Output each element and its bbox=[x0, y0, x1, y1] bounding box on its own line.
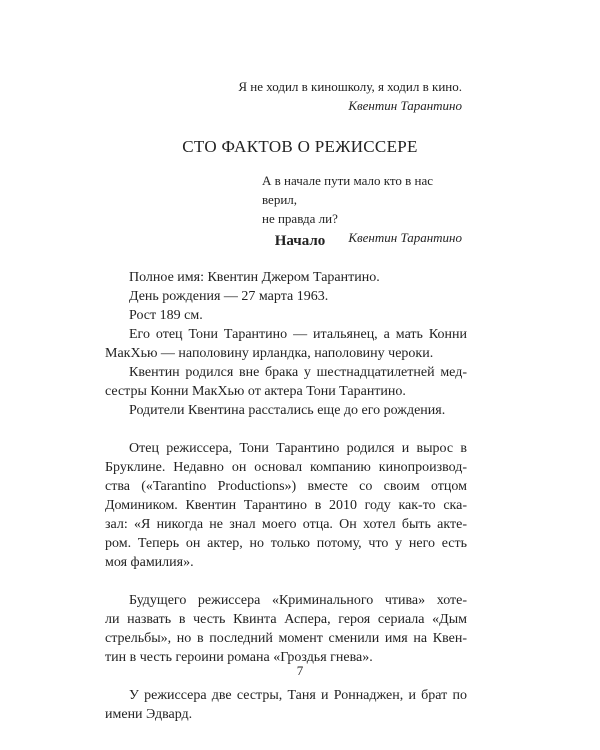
paragraph-line: зал: «Я никогда не знал моего отца. Он хотел быть акте- bbox=[105, 517, 467, 532]
fact-line: Полное имя: Квентин Джером Тарантино. bbox=[129, 270, 380, 285]
paragraph-line: ли назвать в честь Квинта Аспера, героя сериала «Дым bbox=[105, 612, 467, 627]
page-number: 7 bbox=[296, 663, 304, 678]
section-title: Начало bbox=[274, 233, 326, 249]
paragraph-line: Домиником. Квентин Тарантино в 2010 году как-то ска- bbox=[105, 498, 467, 513]
fact-line: Квентин родился вне брака у шестнадцатилетней мед- bbox=[129, 365, 467, 380]
fact-line: Родители Квентина расстались еще до его рождения. bbox=[129, 403, 446, 418]
epigraph-quote-line-2: не правда ли? bbox=[262, 211, 338, 226]
paragraph-line: имени Эдвард. bbox=[105, 707, 193, 722]
fact-line: МакХью — наполовину ирландка, наполовину чероки. bbox=[105, 346, 434, 361]
fact-line: Рост 189 см. bbox=[129, 308, 203, 323]
top-epigraph bbox=[238, 77, 462, 115]
paragraph-line: ства («Tarantino Productions») вместе со своим отцом bbox=[105, 479, 467, 494]
chapter-title: СТО ФАКТОВ О РЕЖИССЕРЕ bbox=[182, 137, 418, 156]
paragraph-line: Бруклине. Недавно он основал компанию кинопроизвод- bbox=[105, 460, 467, 475]
body-text bbox=[105, 268, 467, 724]
paragraph-line: Отец режиссера, Тони Тарантино родился и вырос в bbox=[129, 441, 467, 456]
fact-line: День рождения — 27 марта 1963. bbox=[129, 289, 329, 304]
fact-line: Его отец Тони Тарантино — итальянец, а мать Конни bbox=[129, 327, 467, 342]
epigraph-quote: Я не ходил в киношколу, я ходил в кино. bbox=[238, 79, 462, 94]
paragraph-line: стрельбы», но в последний момент сменили имя на Квен- bbox=[105, 631, 467, 646]
paragraph-line: ром. Теперь он актер, но только потому, что у него есть bbox=[105, 536, 467, 551]
epigraph-author: Квентин Тарантино bbox=[348, 230, 462, 245]
paragraph-line: тин в честь героини романа «Гроздья гнева». bbox=[105, 650, 373, 665]
paragraph-line: моя фамилия». bbox=[105, 555, 194, 570]
epigraph-quote-line-1: А в начале пути мало кто в нас верил, bbox=[262, 173, 434, 207]
fact-line: сестры Конни МакХью от актера Тони Тарантино. bbox=[105, 384, 406, 399]
paragraph-line: Будущего режиссера «Криминального чтива» хоте- bbox=[129, 593, 467, 608]
paragraph-line: У режиссера две сестры, Таня и Роннаджен, и брат по bbox=[129, 688, 467, 703]
epigraph-author: Квентин Тарантино bbox=[348, 98, 462, 113]
